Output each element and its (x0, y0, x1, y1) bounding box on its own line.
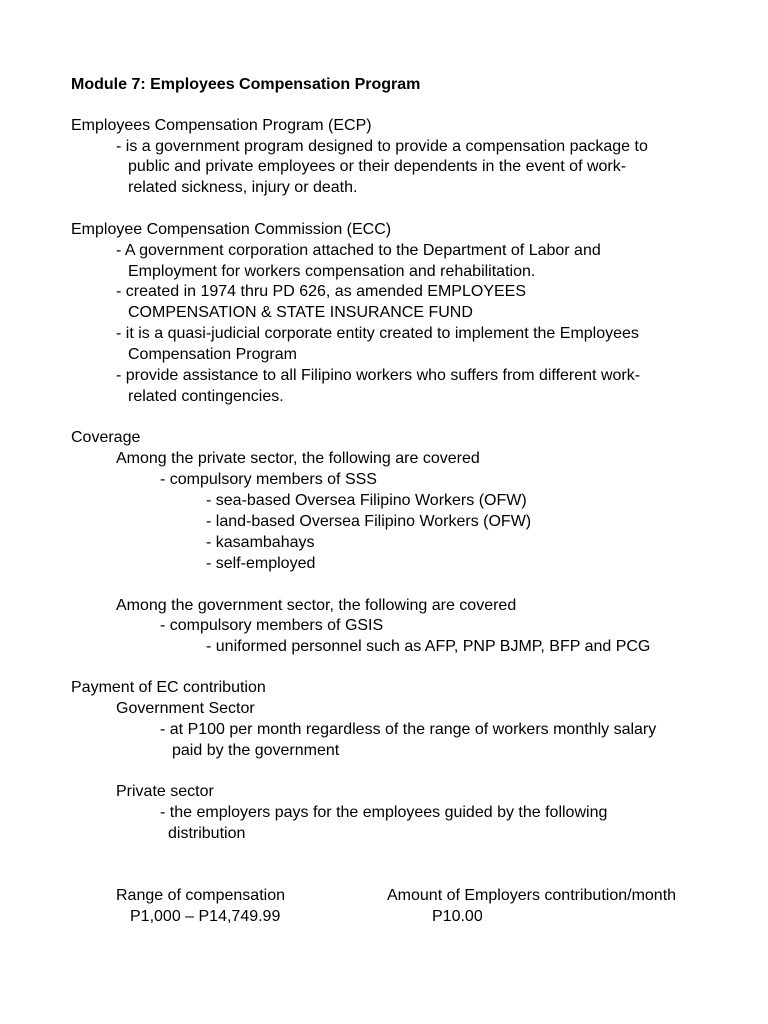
payment-gov-heading: Government Sector (116, 700, 255, 717)
payment-gov-line: paid by the government (172, 742, 340, 759)
ecc-line: - A government corporation attached to the Department of Labor and (116, 242, 601, 259)
table-cell-range: P1,000 – P14,749.99 (130, 908, 281, 925)
payment-heading: Payment of EC contribution (71, 679, 266, 696)
table-header-amount: Amount of Employers contribution/month (387, 887, 677, 904)
ecc-line: - created in 1974 thru PD 626, as amended EMPLOYEES (116, 283, 527, 300)
ecc-line: - provide assistance to all Filipino workers who suffers from different work- (116, 367, 641, 384)
coverage-private-item: - sea-based Oversea Filipino Workers (OFW) (206, 492, 527, 509)
ecc-line: Compensation Program (128, 346, 297, 363)
payment-gov-line: - at P100 per month regardless of the range of workers monthly salary (160, 721, 657, 738)
ecc-line: related contingencies. (128, 388, 284, 405)
ecp-line: public and private employees or their dependents in the event of work- (128, 158, 627, 175)
payment-private-heading: Private sector (116, 783, 214, 800)
ecp-line: - is a government program designed to provide a compensation package to (116, 138, 648, 155)
ecp-line: related sickness, injury or death. (128, 179, 358, 196)
coverage-heading: Coverage (71, 429, 141, 446)
coverage-private-item: - self-employed (206, 555, 316, 572)
coverage-private-item: - land-based Oversea Filipino Workers (OFW) (206, 513, 532, 530)
coverage-gov-sub: - compulsory members of GSIS (160, 617, 384, 634)
page-title: Module 7: Employees Compensation Program (71, 76, 421, 93)
coverage-private-sub: - compulsory members of SSS (160, 471, 377, 488)
ecc-line: Employment for workers compensation and rehabilitation. (128, 263, 536, 280)
table-header-range: Range of compensation (116, 887, 285, 904)
coverage-private-intro: Among the private sector, the following are covered (116, 450, 480, 467)
payment-private-line: - the employers pays for the employees guided by the following (160, 804, 608, 821)
coverage-gov-intro: Among the government sector, the following are covered (116, 597, 517, 614)
ecc-line: COMPENSATION & STATE INSURANCE FUND (128, 304, 473, 321)
ecc-line: - it is a quasi-judicial corporate entity created to implement the Employees (116, 325, 639, 342)
table-cell-amount: P10.00 (432, 908, 483, 925)
ecc-heading: Employee Compensation Commission (ECC) (71, 221, 392, 238)
coverage-gov-item: - uniformed personnel such as AFP, PNP BJMP, BFP and PCG (206, 638, 651, 655)
ecp-heading: Employees Compensation Program (ECP) (71, 117, 372, 134)
payment-private-line: distribution (168, 825, 246, 842)
coverage-private-item: - kasambahays (206, 534, 315, 551)
